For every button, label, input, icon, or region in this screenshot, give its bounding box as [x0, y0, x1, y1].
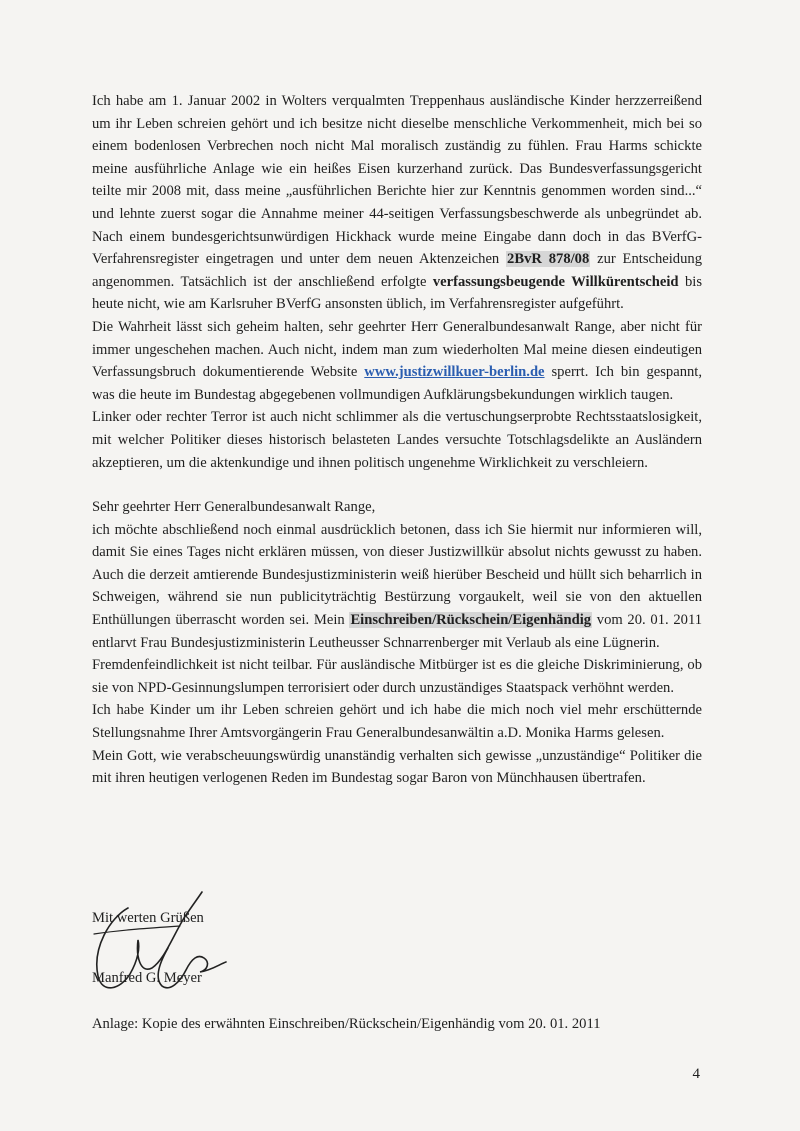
salutation: Sehr geehrter Herr Generalbundesanwalt Range, [92, 499, 376, 516]
registered-mail-highlight: Einschreiben/Rückschein/Eigenhändig [350, 612, 592, 629]
paragraph-2: Die Wahrheit lässt sich geheim halten, sehr geehrter Herr Generalbundesanwalt Range, aber nicht für immer ungeschehen machen. Auch nicht, indem man zum wiederholten Mal meine diesen eindeutigen Verfassungsbruch dokumentierende Website www.justizwillkuer-berlin.de sperrt. Ich bin gespannt, was die heute im Bundestag abgegebenen vollmundigen Aufklärungsbekundungen wirklich taugen. [92, 318, 703, 403]
signatory-name: Manfred G. Meyer [92, 970, 202, 986]
bold-phrase: verfassungsbeugende Willkürentscheid [432, 273, 679, 290]
page-number: 4 [692, 1066, 700, 1082]
paragraph-1: Ich habe am 1. Januar 2002 in Wolters verqualmten Treppenhaus ausländische Kinder herzzerreißend um ihr Leben schreien gehört und ich besitze nicht dieselbe menschliche Verkommenheit, mich bei so einem bodenlosen Verbrechen noch nicht Mal moralisch zuständig zu fühlen. Frau Harms schickte meine ausführliche Anlage wie ein heißes Eisen kurzerhand zurück. Das Bundesverfassungsgericht teilte mir 2008 mit, dass meine „ausführlichen Berichte hier zur Kenntnis genommen worden sind...“ und lehnte zuerst sogar die Annahme meiner 44-seitigen Verfassungsbeschwerde als unbegründet ab. Nach einem bundesgerichtsunwürdigen Hickhack wurde meine Eingabe dann doch in das BVerfG-Verfahrensregister eingetragen und unter dem neuen Aktenzeichen 2BvR 878/08 zur Entscheidung angenommen. Tatsächlich ist der anschließend erfolgte verfassungsbeugende Willkürentscheid bis heute nicht, wie am Karlsruher BVerfG ansonsten üblich, im Verfahrensregister aufgeführt. [92, 93, 702, 313]
closing-greeting: Mit werten Grüßen [92, 910, 204, 926]
paragraph-4: ich möchte abschließend noch einmal ausdrücklich betonen, dass ich Sie hiermit nur informieren will, damit Sie eines Tages nicht erklären müssen, von dieser Justizwillkür absolut nichts gewusst zu haben. Auch die derzeit amtierende Bundesjustizministerin weiß hierüber Bescheid und hüllt sich beharrlich in Schweigen, während sie nun publicityträchtig Bestürzung vorgaukelt, weil sie von den aktuellen Enthüllungen überrascht worden sei. Mein Einschreiben/Rückschein/Eigenhändig vom 20. 01. 2011 entlarvt Frau Bundesjustizministerin Leutheusser Schnarrenberger mit Verlaub als eine Lügnerin. [92, 521, 703, 651]
handwritten-signature [80, 878, 240, 1008]
paragraph-3: Linker oder rechter Terror ist auch nicht schlimmer als die vertuschungserprobte Rechtsstaatslosigkeit, mit welcher Politiker dieses historisch belasteten Landes versuchte Totschlagsdelikte an Ausländern akzeptieren, um die aktenkundige und ihnen politisch ungenehme Wirklichkeit zu verschleiern. [92, 409, 702, 471]
case-number: 2BvR 878/08 [507, 251, 590, 268]
attachment-note: Anlage: Kopie des erwähnten Einschreiben/Rückschein/Eigenhändig vom 20. 01. 2011 [92, 1016, 601, 1032]
paragraph-7: Mein Gott, wie verabscheuungswürdig unanständig verhalten sich gewisse „unzuständige“ Politiker die mit ihren heutigen verlogenen Reden im Bundestag sogar Baron von Münchhausen übertrafen. [92, 747, 702, 787]
paragraph-5: Fremdenfeindlichkeit ist nicht teilbar. Für ausländische Mitbürger ist es die gleiche Diskriminierung, ob sie von NPD-Gesinnungslumpen terrorisiert oder durch unzuständiges Staatspack verhöhnt werden. [92, 657, 702, 696]
letter-body [92, 90, 702, 790]
paragraph-6: Ich habe Kinder um ihr Leben schreien gehört und ich habe die mich noch viel mehr erschütternde Stellungsnahme Ihrer Amtsvorgängerin Frau Generalbundesanwältin a.D. Monika Harms gelesen. [92, 702, 702, 742]
website-link[interactable]: www.justizwillkuer-berlin.de [364, 364, 545, 381]
